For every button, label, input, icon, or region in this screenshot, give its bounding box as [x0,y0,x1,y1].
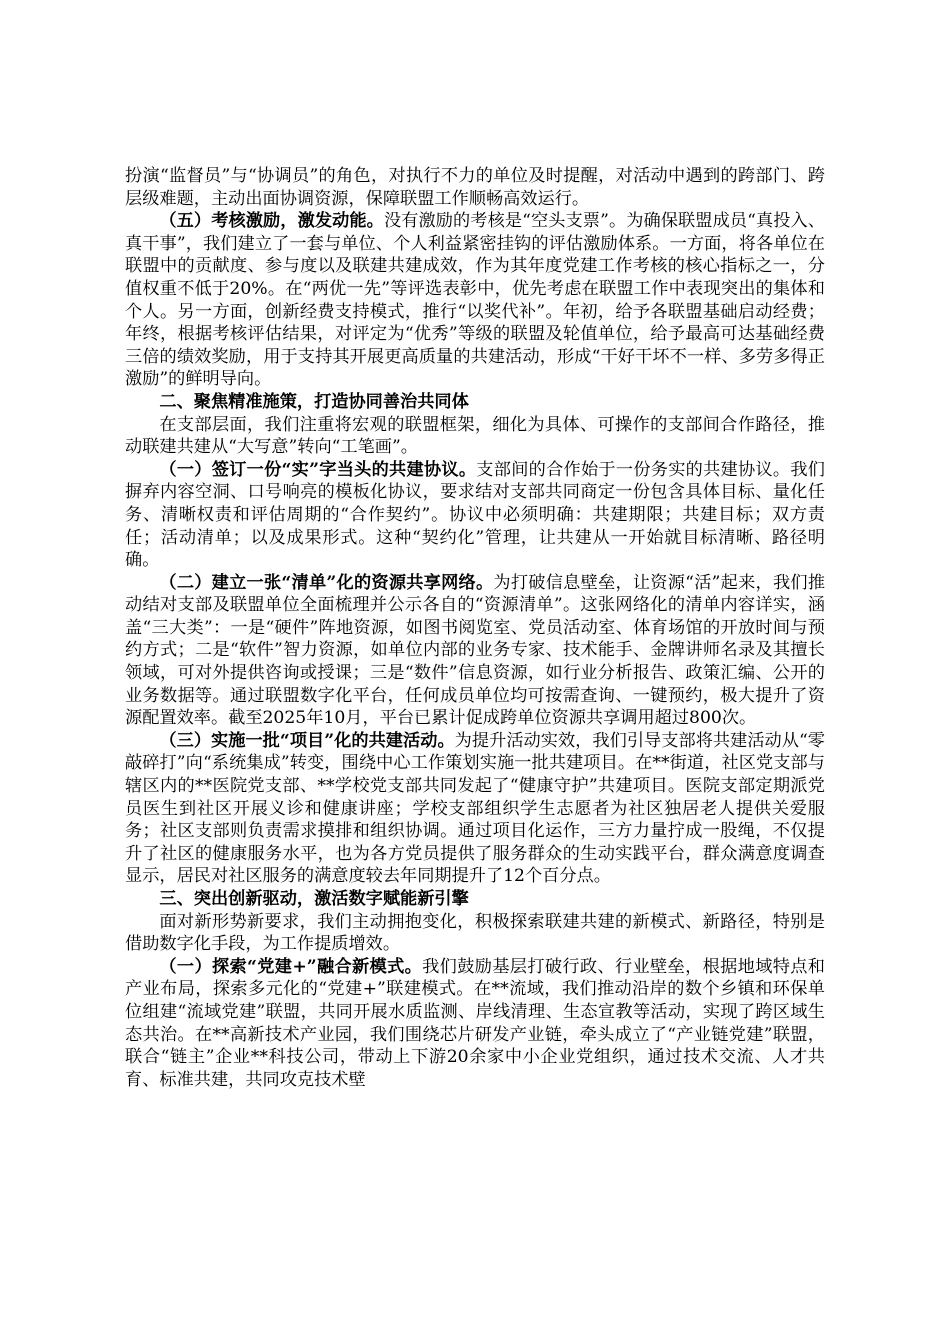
document-page [125,165,825,1091]
paragraph-lead: （一）探索“党建+”融合新模式。 [159,956,423,977]
paragraph-lead: （一）签订一份“实”字当头的共建协议。 [159,459,477,480]
paragraph-body: 为提升活动实效，我们引导支部将共建活动从“零敲碎打”向“系统集成”转变，围绕中心工作策划实施一批共建项目。在**街道，社区党支部与辖区内的**医院党支部、**学校党支部共同发起了“健康守护”共建项目。医院支部定期派党员医生到社区开展义诊和健康讲座；学校支部组织学生志愿者为社区独居老人提供关爱服务；社区支部则负责需求摸排和组织协调。通过项目化运作，三方力量拧成一股绳，不仅提升了社区的健康服务水平，也为各方党员提供了服务群众的生动实践平台，群众满意度调查显示，居民对社区服务的满意度较去年同期提升了12个百分点。 [125,730,825,887]
paragraph-resource-network [125,572,825,730]
paragraph-branch-level: 在支部层面，我们注重将宏观的联盟框架，细化为具体、可操作的支部间合作路径，推动联建共建从“大写意”转向“工笔画”。 [125,414,825,458]
paragraph-body: 支部间的合作始于一份务实的共建协议。我们摒弃内容空洞、口号响亮的模板化协议，要求结对支部共同商定一份包含具体目标、量化任务、清晰权责和评估周期的“合作契约”。协议中必须明确：共建期限；共建目标；双方责任；活动清单；以及成果形式。这种“契约化”管理，让共建从一开始就目标清晰、路径明确。 [125,459,825,571]
paragraph-assessment-incentive [125,210,825,391]
paragraph-party-plus [125,956,825,1092]
paragraph-projects [125,730,825,888]
paragraph-continuation: 扮演“监督员”与“协调员”的角色，对执行不力的单位及时提醒，对活动中遇到的跨部门、跨层级难题，主动出面协调资源，保障联盟工作顺畅高效运行。 [125,166,825,209]
paragraph-agreement [125,459,825,572]
paragraph-lead: （二）建立一张“清单”化的资源共享网络。 [159,572,494,593]
paragraph-lead: （三）实施一批“项目”化的共建活动。 [159,730,455,751]
section-heading-2: 二、聚焦精准施策，打造协同善治共同体 [159,391,469,412]
section-heading-3: 三、突出创新驱动，激活数字赋能新引擎 [159,889,469,909]
paragraph-new-situation: 面对新形势新要求，我们主动拥抱变化，积极探索联建共建的新模式、新路径，特别是借助数字化手段，为工作提质增效。 [125,911,825,955]
paragraph-lead: （五）考核激励，激发动能。 [159,211,384,232]
paragraph-body: 没有激励的考核是“空头支票”。为确保联盟成员“真投入、真干事”，我们建立了一套与单位、个人利益紧密挂钩的评估激励体系。一方面，将各单位在联盟中的贡献度、参与度以及联建共建成效，作为其年度党建工作考核的核心指标之一，分值权重不低于20%。在“两优一先”等评选表彰中，优先考虑在联盟工作中表现突出的集体和个人。另一方面，创新经费支持模式，推行“以奖代补”。年初，给予各联盟基础启动经费；年终，根据考核评估结果，对评定为“优秀”等级的联盟及轮值单位，给予最高可达基础经费三倍的绩效奖励，用于支持其开展更高质量的共建活动，形成“干好干坏不一样、多劳多得正激励”的鲜明导向。 [125,211,825,390]
paragraph-body: 为打破信息壁垒，让资源“活”起来，我们推动结对支部及联盟单位全面梳理并公示各自的“资源清单”。这张网络化的清单内容详实，涵盖“三大类”：一是“硬件”阵地资源，如图书阅览室、党员活动室、体育场馆的开放时间与预约方式；二是“软件”智力资源，如单位内部的业务专家、技术能手、金牌讲师名录及其擅长领域，可对外提供咨询或授课；三是“数件”信息资源，如行业分析报告、政策汇编、公开的业务数据等。通过联盟数字化平台，任何成员单位均可按需查询、一键预约，极大提升了资源配置效率。截至2025年10月，平台已累计促成跨单位资源共享调用超过800次。 [125,572,826,729]
paragraph-body: 我们鼓励基层打破行政、行业壁垒，根据地域特点和产业布局，探索多元化的“党建+”联建模式。在**流域，我们推动沿岸的数个乡镇和环保单位组建“流域党建”联盟，共同开展水质监测、岸线清理、生态宣教等活动，实现了跨区域生态共治。在**高新技术产业园，我们围绕芯片研发产业链，牵头成立了“产业链党建”联盟，联合“链主”企业**科技公司，带动上下游20余家中小企业党组织，通过技术交流、人才共育、标准共建，共同攻克技术壁 [125,956,825,1090]
